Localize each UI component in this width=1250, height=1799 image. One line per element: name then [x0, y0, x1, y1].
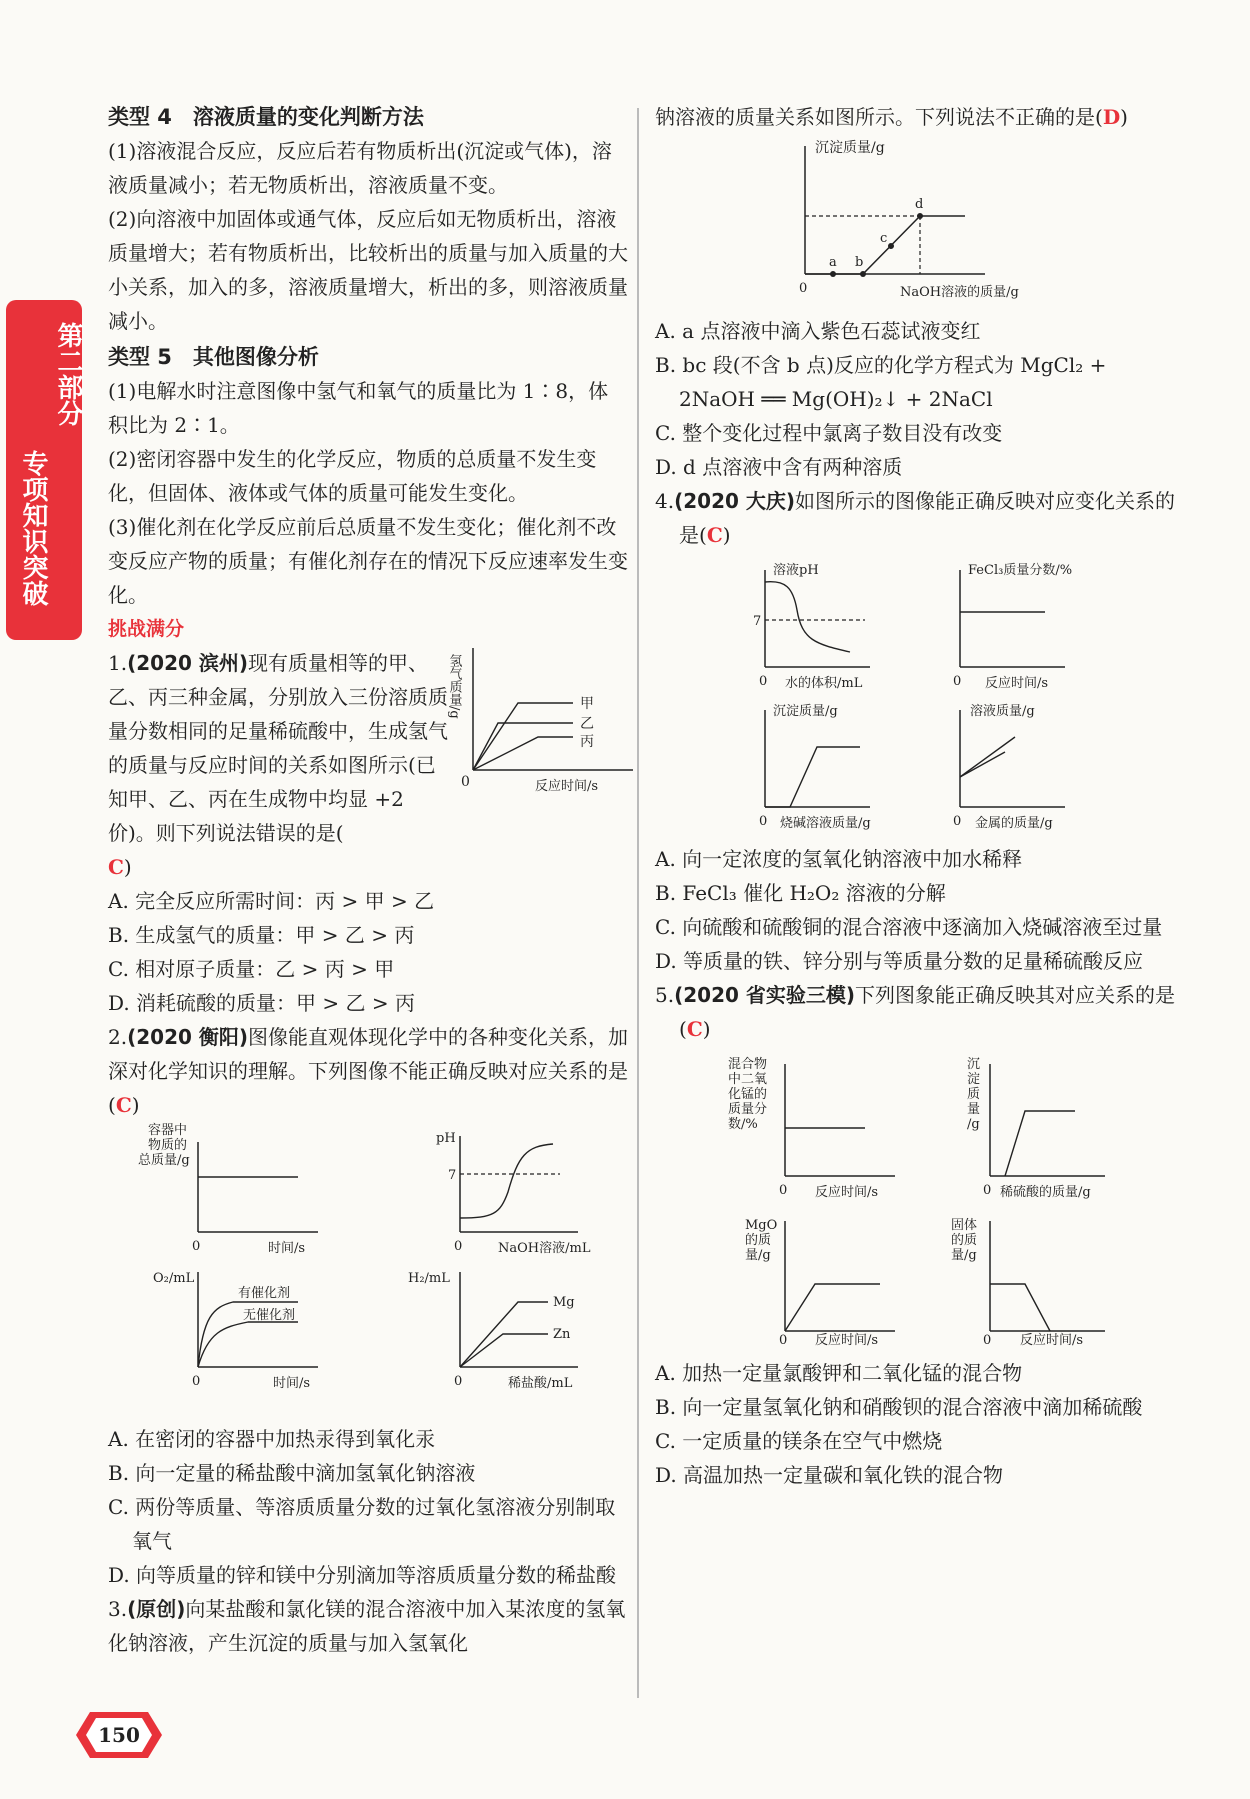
question-3-stem-start — [108, 1592, 628, 1660]
column-divider — [637, 108, 639, 1698]
q2-g2-ylabel: pH — [436, 1131, 456, 1146]
q5-g4-line — [990, 1284, 1050, 1331]
question-4-stem — [655, 484, 1175, 552]
question-2 — [108, 1020, 628, 1592]
question-1-stem — [108, 646, 448, 850]
q5-g4-origin: 0 — [983, 1333, 992, 1348]
q1-text: 现有质量相等的甲、乙、丙三种金属，分别放入三份溶质质量分数相同的足量稀硫酸中，生成氢气的质量与反应时间的关系如图所示(已知甲、乙、丙在生成物中均显 +2 价)。则下列说法错误的是( — [108, 651, 448, 845]
q5-number: 5. — [655, 983, 675, 1007]
q4-answer: C — [706, 523, 723, 547]
page-number-badge — [76, 1712, 162, 1758]
q2-graphs — [108, 1122, 628, 1412]
q2-g3-xlabel: 时间/s — [273, 1376, 311, 1391]
q5-g1-ylabel-2: 中二氧 — [728, 1072, 768, 1087]
q2-source: (2020 衡阳) — [127, 1025, 249, 1049]
q2-g3-curve-no-catalyst — [198, 1322, 298, 1367]
right-column — [655, 100, 1175, 1492]
q3-point-a — [830, 271, 836, 277]
q3-option-d[interactable]: D. d 点溶液中含有两种溶质 — [655, 455, 903, 479]
q3-number: 3. — [108, 1597, 128, 1621]
q2-text: 图像能直观体现化学中的各种变化关系，加深对化学知识的理解。下列图像不能正确反映对应关系的是( — [108, 1025, 629, 1117]
q5-g2-ylabel-5: /g — [967, 1117, 980, 1132]
type4-title: 类型 4 溶液质量的变化判断方法 — [108, 105, 424, 129]
q2-g4-label-zn: Zn — [553, 1327, 571, 1342]
q2-g1-ylabel2: 物质的 — [148, 1138, 188, 1153]
q5-source: (2020 省实验三模) — [674, 983, 856, 1007]
q5-answer: C — [686, 1017, 703, 1041]
q5-g1-ylabel-4: 质量分 — [728, 1102, 768, 1117]
q4-g1-curve — [765, 582, 850, 652]
q5-g3-ylabel-3: 量/g — [745, 1248, 771, 1263]
q4-option-c[interactable]: C. 向硫酸和硫酸铜的混合溶液中逐滴加入烧碱溶液至过量 — [655, 915, 1163, 939]
q4-option-a[interactable]: A. 向一定浓度的氢氧化钠溶液中加水稀释 — [655, 847, 1023, 871]
question-1 — [108, 646, 628, 1020]
q5-g3-xlabel: 反应时间/s — [815, 1333, 879, 1348]
q5-g1-ylabel-3: 化锰的 — [728, 1087, 768, 1102]
q4-g1-xlabel: 水的体积/mL — [785, 676, 863, 691]
q1-option-c[interactable]: C. 相对原子质量：乙 > 丙 > 甲 — [108, 957, 395, 981]
q4-g4-xlabel: 金属的质量/g — [975, 816, 1053, 831]
q1-option-d[interactable]: D. 消耗硫酸的质量：甲 > 乙 > 丙 — [108, 991, 415, 1015]
q4-g3-xlabel: 烧碱溶液质量/g — [780, 816, 871, 831]
q3-label-d: d — [915, 197, 924, 212]
q5-option-d[interactable]: D. 高温加热一定量碳和氧化铁的混合物 — [655, 1463, 1004, 1487]
q2-option-a[interactable]: A. 在密闭的容器中加热汞得到氧化汞 — [108, 1427, 436, 1451]
q1-option-a[interactable]: A. 完全反应所需时间：丙 > 甲 > 乙 — [108, 889, 435, 913]
q4-close: ) — [722, 523, 731, 547]
q3-graph — [655, 134, 1175, 304]
challenge-heading: 挑战满分 — [108, 618, 185, 640]
q4-option-b[interactable]: B. FeCl₃ 催化 H₂O₂ 溶液的分解 — [655, 881, 946, 905]
q3-origin: 0 — [799, 281, 808, 296]
type5-para2: (2)密闭容器中发生的化学反应，物质的总质量不发生变化，但固体、液体或气体的质量可能发生变化。 — [108, 447, 597, 505]
type4-para1: (1)溶液混合反应，反应后若有物质析出(沉淀或气体)，溶液质量减小；若无物质析出，溶液质量不变。 — [108, 139, 612, 197]
q3-label-a: a — [829, 255, 837, 270]
q5-g2-ylabel-3: 质 — [967, 1087, 981, 1102]
q3-label-b: b — [855, 255, 864, 270]
q1-origin: 0 — [461, 774, 470, 790]
q4-option-d[interactable]: D. 等质量的铁、锌分别与等质量分数的足量稀硫酸反应 — [655, 949, 1144, 973]
q3-option-a[interactable]: A. a 点溶液中滴入紫色石蕊试液变红 — [655, 319, 981, 343]
q5-g1-ylabel-5: 数/% — [728, 1117, 758, 1132]
q2-g4-line-zn — [460, 1334, 548, 1367]
q1-label-jia: 甲 — [580, 696, 594, 712]
q2-answer: C — [115, 1093, 132, 1117]
q4-g4-ylabel: 溶液质量/g — [970, 704, 1035, 719]
question-2-stem — [108, 1020, 628, 1122]
q2-g4-xlabel: 稀盐酸/mL — [508, 1376, 573, 1391]
q3-close: ) — [1120, 105, 1128, 129]
q2-g1-origin: 0 — [192, 1239, 201, 1254]
q2-close: ) — [131, 1093, 140, 1117]
q1-xlabel: 反应时间/s — [535, 779, 599, 794]
type5-para1: (1)电解水时注意图像中氢气和氧气的质量比为 1∶8，体积比为 2∶1。 — [108, 379, 609, 437]
q5-option-b[interactable]: B. 向一定量氢氧化钠和硝酸钡的混合溶液中滴加稀硫酸 — [655, 1395, 1143, 1419]
q2-option-c[interactable]: C. 两份等质量、等溶质质量分数的过氧化氢溶液分别制取氧气 — [108, 1495, 616, 1553]
q5-g2-ylabel-2: 淀 — [967, 1072, 981, 1087]
q4-g3-origin: 0 — [759, 814, 768, 829]
q5-option-c[interactable]: C. 一定质量的镁条在空气中燃烧 — [655, 1429, 943, 1453]
q1-close: ) — [123, 855, 132, 879]
q1-number: 1. — [108, 651, 128, 675]
q5-graphs — [655, 1046, 1175, 1346]
q3-xlabel: NaOH溶液的质量/g — [900, 285, 1019, 300]
q2-g2-origin: 0 — [454, 1239, 463, 1254]
q4-g4-origin: 0 — [953, 814, 962, 829]
q2-g1-ylabel3: 总质量/g — [138, 1153, 190, 1168]
q3-ylabel: 沉淀质量/g — [815, 140, 885, 156]
q2-g4-label-mg: Mg — [553, 1295, 575, 1310]
q5-g3-line — [785, 1284, 880, 1331]
page-number: 150 — [98, 1723, 140, 1747]
q2-option-d[interactable]: D. 向等质量的锌和镁中分别滴加等溶质质量分数的稀盐酸 — [108, 1563, 617, 1587]
q4-text: 如图所示的图像能正确反映对应变化关系的是( — [679, 489, 1176, 547]
q4-g3-line — [765, 747, 860, 807]
q4-source: (2020 大庆) — [674, 489, 796, 513]
q2-number: 2. — [108, 1025, 128, 1049]
type4-para2: (2)向溶液中加固体或通气体，反应后如无物质析出，溶液质量增大；若有物质析出，比较析出的质量与加入质量的大小关系，加入的多，溶液质量增大，析出的多，则溶液质量减小。 — [108, 207, 628, 333]
q1-label-yi: 乙 — [580, 716, 594, 732]
side-tab-topic: 专项知识突破 — [18, 450, 48, 606]
q4-g1-origin: 0 — [759, 674, 768, 689]
q2-g3-origin: 0 — [192, 1374, 201, 1389]
q5-g3-ylabel-2: 的质 — [745, 1233, 772, 1248]
q3-point-b — [860, 271, 866, 277]
q5-g1-origin: 0 — [779, 1183, 788, 1198]
q5-g1-ylabel-1: 混合物 — [728, 1057, 768, 1072]
q4-g2-ylabel: FeCl₃质量分数/% — [968, 563, 1073, 578]
q4-g1-ylabel: 溶液pH — [773, 563, 819, 578]
q1-ylabel: 氢气质量/g — [446, 654, 462, 719]
q5-g4-ylabel-1: 固体 — [951, 1218, 978, 1233]
q5-g3-origin: 0 — [779, 1333, 788, 1348]
q1-source: (2020 滨州) — [127, 651, 249, 675]
q5-g3-ylabel-1: MgO — [745, 1218, 778, 1233]
question-5-stem — [655, 978, 1175, 1046]
q4-g2-xlabel: 反应时间/s — [985, 676, 1049, 691]
q5-option-a[interactable]: A. 加热一定量氯酸钾和二氧化锰的混合物 — [655, 1361, 1023, 1385]
q4-g4-line-1 — [960, 737, 1015, 777]
q4-g2-origin: 0 — [953, 674, 962, 689]
q5-g2-origin: 0 — [983, 1183, 992, 1198]
q5-g4-ylabel-3: 量/g — [951, 1248, 977, 1263]
section-side-tab — [6, 300, 82, 640]
q2-g1-xlabel: 时间/s — [268, 1241, 306, 1256]
q3-option-b[interactable]: B. bc 段(不含 b 点)反应的化学方程式为 MgCl₂ + 2NaOH ══ Mg(OH)₂↓ + 2NaCl — [655, 353, 1107, 411]
q4-g3-ylabel: 沉淀质量/g — [773, 704, 838, 719]
q3-point-c — [888, 243, 894, 249]
q5-g1-xlabel: 反应时间/s — [815, 1185, 879, 1200]
q2-g4-origin: 0 — [454, 1374, 463, 1389]
q5-g2-line — [1005, 1111, 1075, 1176]
q2-g3-ylabel: O₂/mL — [153, 1271, 195, 1286]
type5-para3: (3)催化剂在化学反应前后总质量不发生变化；催化剂不改变反应产物的质量；有催化剂存在的情况下反应速率发生变化。 — [108, 515, 628, 607]
q2-g2-curve — [460, 1144, 553, 1218]
q3-answer: D — [1102, 105, 1121, 129]
q2-g2-tick: 7 — [448, 1168, 457, 1183]
q3-source: (原创) — [127, 1597, 186, 1621]
q2-g3-label-no-catalyst: 无催化剂 — [243, 1308, 296, 1323]
q5-g2-ylabel-1: 沉 — [967, 1057, 981, 1072]
side-tab-part: 第二部分 — [53, 322, 83, 426]
q4-graphs — [655, 552, 1175, 832]
q2-g3-label-catalyst: 有催化剂 — [238, 1286, 291, 1301]
q5-g4-ylabel-2: 的质 — [951, 1233, 978, 1248]
q4-g4-line-2 — [960, 752, 1005, 777]
q5-g2-xlabel: 稀硫酸的质量/g — [1000, 1185, 1091, 1200]
q3-stem-continued — [655, 100, 1175, 134]
q3-point-d — [917, 213, 923, 219]
q3-text-start: 向某盐酸和氯化镁的混合溶液中加入某浓度的氢氧化钠溶液，产生沉淀的质量与加入氢氧化 — [108, 1597, 626, 1655]
q2-g1-ylabel1: 容器中 — [148, 1123, 188, 1138]
q5-text: 下列图象能正确反映其对应关系的是( — [679, 983, 1176, 1041]
q1-answer: C — [108, 855, 124, 879]
q1-label-bing: 丙 — [580, 734, 594, 750]
q3-option-c[interactable]: C. 整个变化过程中氯离子数目没有改变 — [655, 421, 1003, 445]
q2-g4-ylabel: H₂/mL — [408, 1271, 450, 1286]
q1-option-b[interactable]: B. 生成氢气的质量：甲 > 乙 > 丙 — [108, 923, 415, 947]
q3-label-c: c — [880, 231, 888, 246]
q5-g2-ylabel-4: 量 — [967, 1102, 981, 1117]
q2-option-b[interactable]: B. 向一定量的稀盐酸中滴加氢氧化钠溶液 — [108, 1461, 476, 1485]
q1-graph — [446, 640, 638, 795]
q2-g2-xlabel: NaOH溶液/mL — [498, 1241, 591, 1256]
left-column — [108, 100, 628, 1660]
q5-close: ) — [702, 1017, 711, 1041]
q1-answer-line — [108, 850, 628, 884]
q5-g4-xlabel: 反应时间/s — [1020, 1333, 1084, 1348]
q3-text-cont: 钠溶液的质量关系如图所示。下列说法不正确的是( — [655, 105, 1103, 129]
q4-g1-tick: 7 — [753, 614, 762, 629]
type5-title: 类型 5 其他图像分析 — [108, 345, 319, 369]
q4-number: 4. — [655, 489, 675, 513]
